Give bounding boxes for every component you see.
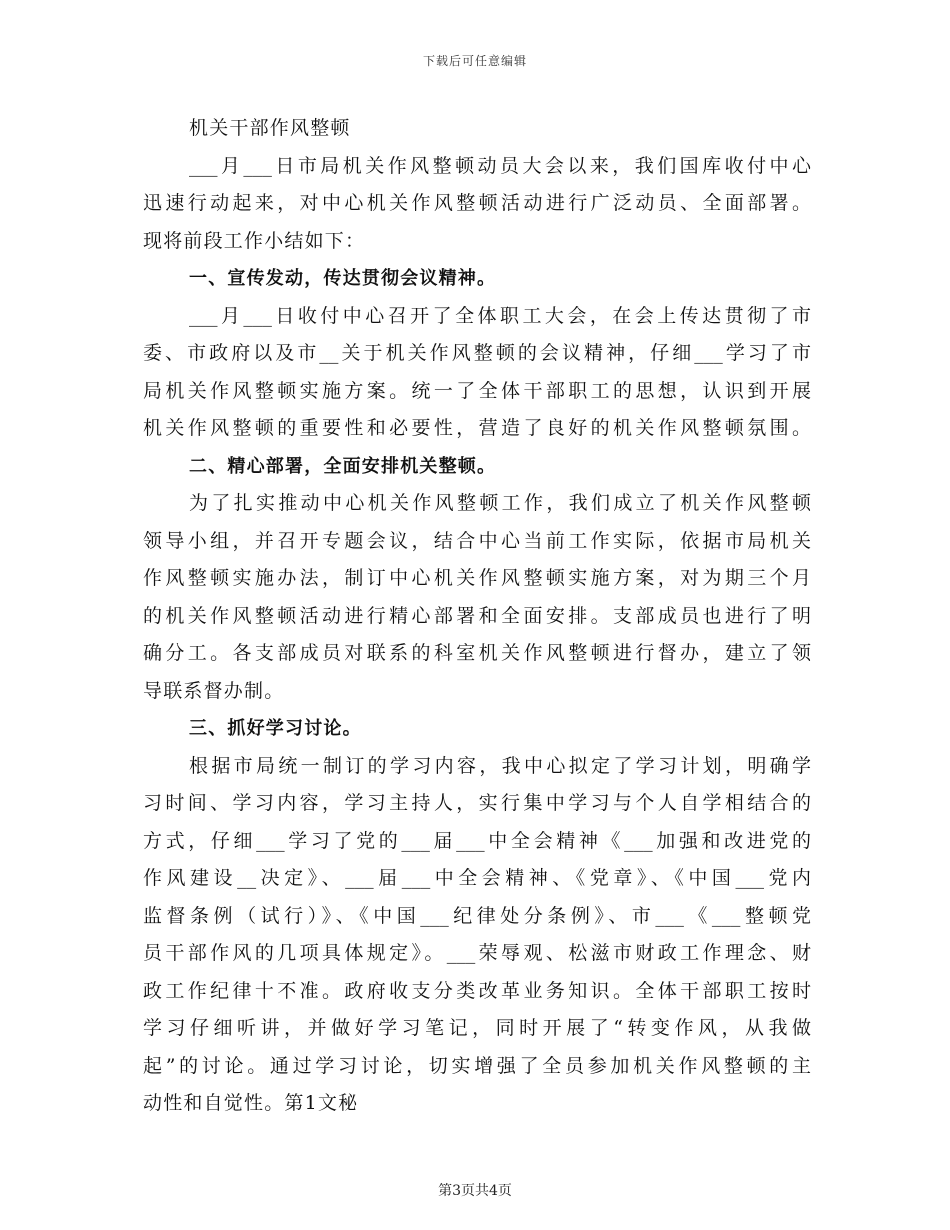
paragraph-line: 局机关作风整顿实施方案。统一了全体干部职工的思想，认识到开展 (143, 379, 811, 402)
paragraph-line: 作风建设__决定》、___届___中全会精神、《党章》、《中国___党内 (143, 867, 811, 889)
paragraph-line: ___月___日收付中心召开了全体职工大会，在会上传达贯彻了市 (189, 304, 811, 327)
page-number: 第3页共4页 (438, 1183, 512, 1199)
paragraph-line: 起”的讨论。通过学习讨论，切实增强了全员参加机关作风整顿的主 (143, 1054, 811, 1077)
document-title: 机关干部作风整顿 (189, 117, 351, 139)
section-heading-3: 三、抓好学习讨论。 (189, 718, 362, 739)
paragraph-line: 现将前段工作小结如下： (143, 229, 366, 252)
paragraph-line: 领导小组，并召开专题会议，结合中心当前工作实际，依据市局机关 (143, 529, 811, 552)
paragraph-line: 导联系督办制。 (143, 679, 285, 702)
paragraph-line: 根据市局统一制订的学习内容，我中心拟定了学习计划，明确学 (189, 754, 811, 777)
paragraph-line: 为了扎实推动中心机关作风整顿工作，我们成立了机关作风整顿 (189, 492, 811, 514)
paragraph-line: 确分工。各支部成员对联系的科室机关作风整顿进行督办，建立了领 (143, 642, 811, 664)
paragraph-line: 员干部作风的几项具体规定》。___荣辱观、松滋市财政工作理念、财 (143, 942, 811, 964)
paragraph-line: ___月___日市局机关作风整顿动员大会以来，我们国库收付中心 (189, 154, 811, 177)
section-heading-1: 一、宣传发动，传达贯彻会议精神。 (189, 268, 497, 289)
paragraph-line: 监督条例（试行）》、《中国___纪律处分条例》、市___《___整顿党 (143, 904, 811, 927)
page-header-note: 下载后可任意编辑 (422, 54, 527, 68)
paragraph-line: 方式，仔细___学习了党的___届___中全会精神《___加强和改进党的 (143, 829, 811, 852)
section-heading-2: 二、精心部署，全面安排机关整顿。 (189, 455, 497, 477)
paragraph-line: 委、市政府以及市__关于机关作风整顿的会议精神，仔细___学习了市 (143, 342, 811, 364)
paragraph-line: 习时间、学习内容，学习主持人，实行集中学习与个人自学相结合的 (143, 792, 811, 814)
paragraph-line: 作风整顿实施办法，制订中心机关作风整顿实施方案，对为期三个月 (143, 567, 811, 589)
paragraph-line: 机关作风整顿的重要性和必要性，营造了良好的机关作风整顿氛围。 (143, 417, 811, 439)
paragraph-line: 政工作纪律十不准。政府收支分类改革业务知识。全体干部职工按时 (143, 979, 811, 1002)
paragraph-line: 动性和自觉性。第1文秘 (143, 1092, 359, 1114)
document-body (143, 110, 811, 1123)
paragraph-line: 的机关作风整顿活动进行精心部署和全面安排。支部成员也进行了明 (143, 604, 811, 627)
paragraph-line: 学习仔细听讲，并做好学习笔记，同时开展了“转变作风，从我做 (143, 1017, 811, 1039)
paragraph-line: 迅速行动起来，对中心机关作风整顿活动进行广泛动员、全面部署。 (143, 192, 811, 214)
